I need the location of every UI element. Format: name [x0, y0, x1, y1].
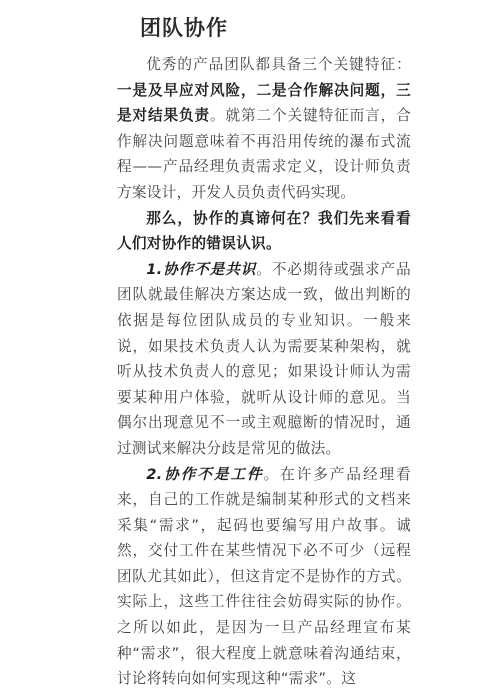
section-title: 团队协作 — [140, 16, 228, 40]
paragraph-body-text: 。就第二个关键特征而言，合作解决问题意味着不再沿用传统的瀑布式流程——产品经理负责需求定义，设计师负责方案设计，开发人员负责代码实现。 — [117, 107, 411, 201]
paragraph-question — [117, 206, 411, 257]
point-heading-1: 1.协作不是共识 — [146, 260, 257, 278]
paragraph-not-consensus — [117, 257, 411, 462]
paragraph-not-artifacts — [117, 462, 411, 692]
paragraph-body-text: 。在许多产品经理看来，自己的工作就是编制某种形式的文档来采集“需求”，起码也要编写用户故事。诚然，交付工件在某些情况下必不可少（远程团队尤其如此），但这肯定不是协作的方式。实际上，这些工件往往会妨碍实际的协作。之所以如此，是因为一旦产品经理宣布某种“需求”，很大程度上就意味着沟通结束，讨论将转向如何实现这种“需求”。这 — [117, 465, 411, 688]
paragraph-key-features — [117, 52, 411, 206]
point-heading-2: 2.协作不是工件 — [146, 465, 264, 483]
paragraph-body-text: 。不必期待或强求产品团队就最佳解决方案达成一致，做出判断的依据是每位团队成员的专业知识。一般来说，如果技术负责人认为需要某种架构，就听从技术负责人的意见；如果设计师认为需要某种用户体验，就听从设计师的意见。当偶尔出现意见不一或主观臆断的情况时，通过测试来解决分歧是常见的做法。 — [117, 260, 411, 457]
key-features-bold-text: 一是及早应对风险，二是合作解决问题，三是对结果负责 — [117, 81, 411, 125]
article-body — [117, 52, 411, 692]
paragraph-intro-text: 优秀的产品团队都具备三个关键特征： — [146, 56, 411, 73]
question-bold-text: 那么，协作的真谛何在？我们先来看看人们对协作的错误认识。 — [117, 209, 411, 253]
